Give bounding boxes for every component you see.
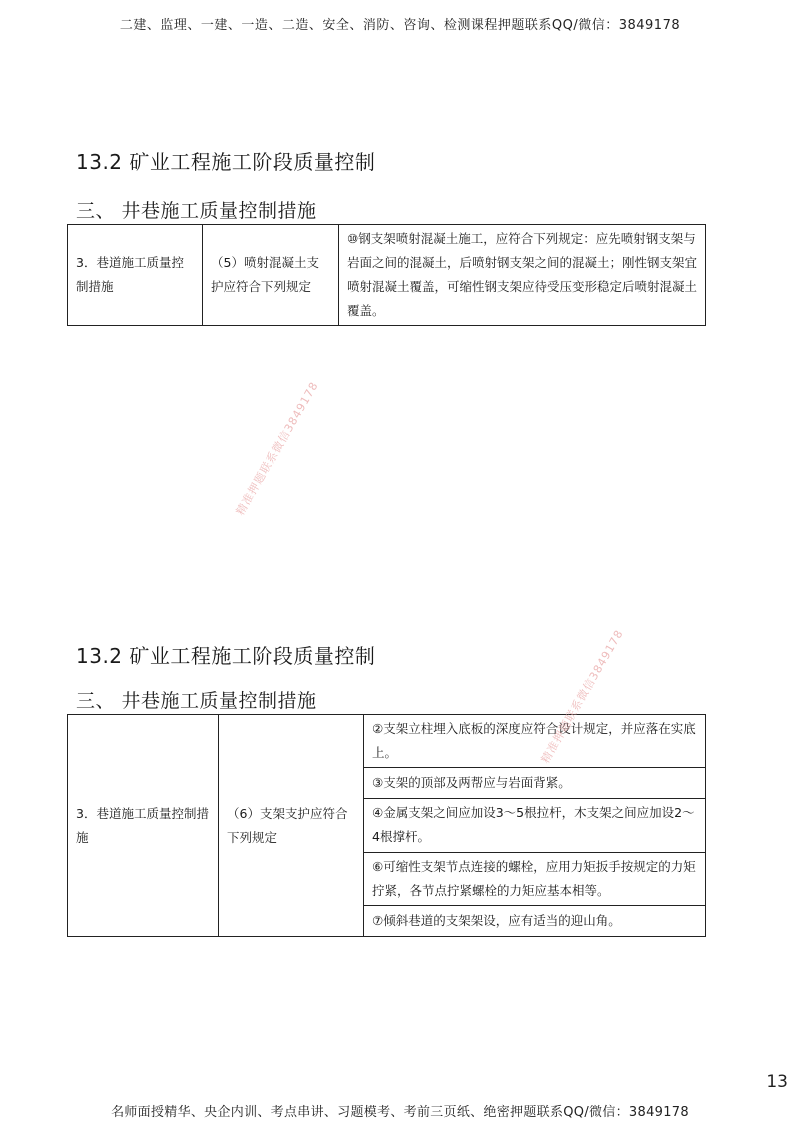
section-subtitle-2: 三、 井巷施工质量控制措施 xyxy=(76,690,317,712)
table-cell-item: ③支架的顶部及两帮应与岩面背紧。 xyxy=(364,768,706,799)
table-cell-category: 3．巷道施工质量控制措施 xyxy=(68,225,203,326)
quality-control-table-1 xyxy=(67,224,706,326)
table-cell-category: 3．巷道施工质量控制措施 xyxy=(68,715,219,937)
table-row xyxy=(68,225,706,326)
page-header-text: 二建、监理、一建、一造、二造、安全、消防、咨询、检测课程押题联系QQ/微信：3849178 xyxy=(119,18,681,33)
table-cell-rule: （6）支架支护应符合下列规定 xyxy=(219,715,364,937)
section-subtitle-1: 三、 井巷施工质量控制措施 xyxy=(76,200,317,222)
watermark-text: 精准押题联系微信3849178 xyxy=(233,379,321,518)
quality-control-table-2 xyxy=(67,714,706,937)
table-cell-item: ⑥可缩性支架节点连接的螺栓，应用力矩扳手按规定的力矩拧紧，各节点拧紧螺栓的力矩应基本相等。 xyxy=(364,852,706,905)
table-row xyxy=(68,715,706,768)
table-cell-rule: （5）喷射混凝土支护应符合下列规定 xyxy=(203,225,339,326)
watermark-text: 精准押题联系微信3849178 xyxy=(538,627,626,766)
section-title-2: 13.2 矿业工程施工阶段质量控制 xyxy=(76,644,376,668)
table-cell-item: ④金属支架之间应加设3～5根拉杆，木支架之间应加设2～4根撑杆。 xyxy=(364,799,706,852)
page-number: 13 xyxy=(766,1072,788,1092)
page-footer-text: 名师面授精华、央企内训、考点串讲、习题模考、考前三页纸、绝密押题联系QQ/微信：3849178 xyxy=(111,1105,689,1120)
section-title-1: 13.2 矿业工程施工阶段质量控制 xyxy=(76,150,376,174)
table-cell-detail: ⑩钢支架喷射混凝土施工，应符合下列规定：应先喷射钢支架与岩面之间的混凝土，后喷射钢支架之间的混凝土；刚性钢支架宜喷射混凝土覆盖，可缩性钢支架应待受压变形稳定后喷射混凝土覆盖。 xyxy=(339,225,706,326)
table-cell-item: ②支架立柱埋入底板的深度应符合设计规定，并应落在实底上。 xyxy=(364,715,706,768)
table-cell-item: ⑦倾斜巷道的支架架设，应有适当的迎山角。 xyxy=(364,905,706,936)
